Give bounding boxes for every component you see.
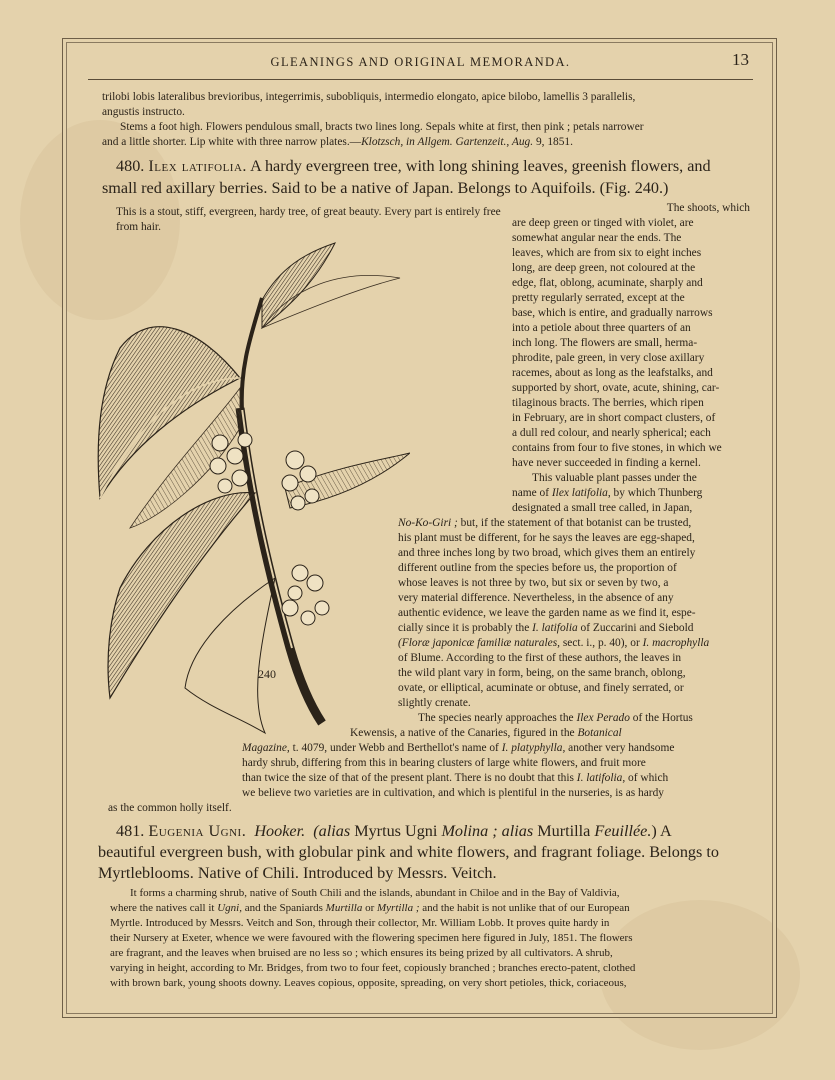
text-line: Stems a foot high. Flowers pendulous small, bracts two lines long. Sepals white at first, then pink ; petals narrower — [120, 121, 644, 133]
leaf — [185, 578, 275, 733]
text-line: It forms a charming shrub, native of South Chili and the islands, abundant in Chiloe and in the Bay of Valdivia, — [130, 887, 620, 899]
native-name: Ugni, — [217, 902, 242, 914]
text-span: where the natives call it — [110, 902, 218, 914]
native-name: Myrtilla ; — [377, 902, 420, 914]
text-span: 9, 1851. — [533, 136, 573, 148]
text-span: of which — [625, 772, 669, 784]
text-line: varying in height, according to Mr. Bridges, from two to four feet, copiously branched ; branches erecto-patent, clothed — [110, 962, 636, 974]
flower-cluster — [282, 451, 319, 510]
flower-cluster — [282, 565, 329, 625]
text-line: pretty regularly serrated, except at the — [512, 292, 685, 304]
text-line: The shoots, which — [666, 202, 750, 214]
text-line: of Blume. According to the first of these authors, the leaves in — [398, 652, 682, 664]
text-span: The species nearly approaches the — [418, 712, 577, 724]
text-line: are fragrant, and the leaves when bruised are no less so ; which ensures its being prized by all cultivators. A shrub, — [110, 947, 613, 959]
citation: Klotzsch, in Allgem. Gartenzeit., Aug. — [361, 136, 534, 148]
species-italic: I. platyphylla, — [501, 742, 566, 754]
heading-line: small red axillary berries. Said to be a native of Japan. Belongs to Aquifoils. (Fig. 240.) — [102, 179, 669, 197]
authority: Hooker. — [254, 822, 306, 840]
species-italic: I. macrophylla — [642, 637, 710, 649]
text-line: inch long. The flowers are small, herma- — [512, 337, 698, 349]
text-line: trilobi lobis lateralibus brevioribus, integerrimis, subobliquis, intermedio elongato, apice bilobo, lamellis 3 parallelis, — [102, 91, 636, 103]
japanese-name: No-Ko-Giri ; — [398, 517, 458, 529]
page-header — [88, 49, 753, 80]
text-line: have never succeeded in finding a kernel. — [512, 457, 701, 469]
text-line: a dull red colour, and nearly spherical; each — [512, 427, 711, 439]
text-line: slightly crenate. — [398, 697, 471, 709]
text-line — [242, 741, 750, 756]
text-span: and the habit is not unlike that of our European — [419, 902, 630, 914]
species-italic: I. latifolia — [532, 622, 578, 634]
text-line: as the common holly itself. — [108, 802, 232, 814]
text-line — [418, 711, 750, 726]
species-name: Eugenia Ugni. — [148, 822, 247, 840]
text-span: than twice the size of that of the present plant. There is no doubt that this — [242, 772, 577, 784]
text-line — [398, 621, 750, 636]
leaf — [262, 243, 335, 328]
text-line: long, are deep green, not coloured at the — [512, 262, 696, 274]
entry-number: 481. — [116, 822, 145, 840]
heading-line: Myrtleblooms. Native of Chili. Introduced by Messrs. Veitch. — [98, 864, 497, 882]
native-name: Murtilla — [325, 902, 363, 914]
text-span: but, if the statement of that botanist can be trusted, — [457, 517, 692, 529]
text-line: angustis instructo. — [102, 106, 185, 118]
text-line: contains from four to five stones, in which we — [512, 442, 722, 454]
text-line: are deep green or tinged with violet, are — [512, 217, 694, 229]
text-line: and three inches long by two broad, which gives them an entirely — [398, 547, 696, 559]
text-span: and a little shorter. Lip white with three narrow plates.— — [102, 136, 362, 148]
text-line: with brown bark, young shoots downy. Leaves copious, opposite, spreading, on very short petioles, thick, coriaceous, — [110, 977, 627, 989]
heading-line — [116, 821, 756, 843]
text-span: another very handsome — [565, 742, 675, 754]
text-span: or — [362, 902, 378, 914]
text-line — [102, 135, 750, 150]
text-line: Myrtle. Introduced by Messrs. Veitch and Son, through their collector, Mr. William Lobb. It proves quite hardy in — [110, 917, 610, 929]
species-name: Ilex latifolia. — [148, 157, 247, 175]
text-line: edge, flat, oblong, acuminate, sharply and — [512, 277, 703, 289]
text-line: ovate, or elliptical, acuminate or obtuse, and finely serrated, or — [398, 682, 684, 694]
figure-number: 240 — [258, 667, 276, 681]
text-span: Kewensis, a native of the Canaries, figured in the — [350, 727, 578, 739]
alias-label: (alias — [313, 822, 351, 840]
text-line: their Nursery at Exeter, whence we were favoured with the flowering specimen here figured in July, 1851. The flowers — [110, 932, 633, 944]
text-line: base, which is entire, and gradually narrows — [512, 307, 713, 319]
text-line: we believe two varieties are in cultivation, and which is plentiful in the nurseries, is as hardy — [242, 787, 664, 799]
text-line: whose leaves is not three by two, but six or seven by two, a — [398, 577, 669, 589]
text-line: in February, are in short compact clusters, of — [512, 412, 716, 424]
text-line: designated a small tree called, in Japan, — [512, 502, 693, 514]
text-span: of the Hortus — [629, 712, 693, 724]
text-span: t. 4079, under Webb and Berthellot's name of — [289, 742, 502, 754]
text-span: cially since it is probably the — [398, 622, 533, 634]
text-line: This is a stout, stiff, evergreen, hardy tree, of great beauty. Every part is entirely free from hair. — [116, 206, 501, 233]
text-line: into a petiole about three quarters of an — [512, 322, 691, 334]
text-line — [242, 771, 750, 786]
authority: Feuillée. — [594, 822, 652, 840]
text-span: and the Spaniards — [241, 902, 326, 914]
text-line — [398, 636, 750, 651]
text-span: Myrtus Ugni — [350, 822, 442, 840]
species-italic: Ilex latifolia — [551, 487, 608, 499]
text-line: authentic evidence, we leave the garden name as we find it, espe- — [398, 607, 696, 619]
text-line: very material difference. Nevertheless, in the absence of any — [398, 592, 674, 604]
text-span: name of — [512, 487, 552, 499]
text-span: sect. i., p. 40), or — [560, 637, 643, 649]
species-italic: I. latifolia, — [576, 772, 626, 784]
text-line: racemes, about as long as the leafstalks, and — [512, 367, 713, 379]
page-number: 13 — [732, 50, 749, 69]
entry-number: 480. — [116, 157, 145, 175]
stem — [240, 408, 322, 723]
work-title: Botanical — [577, 727, 622, 739]
text-line: hardy shrub, differing from this in bearing clusters of large white flowers, and fruit more — [242, 757, 646, 769]
heading-line — [116, 156, 749, 178]
heading-line: beautiful evergreen bush, with globular pink and white flowers, and fragrant foliage. Belongs to — [98, 843, 719, 861]
work-title: Magazine, — [242, 742, 290, 754]
work-title: (Floræ japonicæ familiæ naturales, — [398, 637, 561, 649]
text-span: of Zuccarini and Siebold — [577, 622, 694, 634]
text-line: somewhat angular near the ends. The — [512, 232, 682, 244]
text-line: different outline from the species before us, the proportion of — [398, 562, 677, 574]
text-span: , by which Thunberg — [607, 487, 703, 499]
text-span: ) A — [651, 822, 672, 840]
authority: Molina ; alias — [441, 822, 534, 840]
text-line — [110, 901, 758, 916]
text-line: supported by short, ovate, acute, shining, car- — [512, 382, 720, 394]
ilex-latifolia-illustration — [90, 228, 410, 736]
text-line: tilaginous bracts. The berries, which ripen — [512, 397, 704, 409]
text-span: A hardy evergreen tree, with long shining leaves, greenish flowers, and — [250, 157, 711, 175]
text-line: leaves, which are from six to eight inches — [512, 247, 702, 259]
running-head: GLEANINGS AND ORIGINAL MEMORANDA. — [270, 55, 571, 69]
text-line — [350, 726, 750, 741]
text-line: his plant must be different, for he says the leaves are egg-shaped, — [398, 532, 695, 544]
text-line: phrodite, pale green, in very close axillary — [512, 352, 705, 364]
leaf — [108, 493, 255, 698]
text-span: Murtilla — [533, 822, 595, 840]
text-line: the wild plant vary in form, being, on the same branch, oblong, — [398, 667, 686, 679]
text-line: This valuable plant passes under the — [532, 472, 697, 484]
text-line — [398, 516, 750, 531]
text-line — [512, 486, 750, 501]
species-italic: Ilex Perado — [576, 712, 630, 724]
